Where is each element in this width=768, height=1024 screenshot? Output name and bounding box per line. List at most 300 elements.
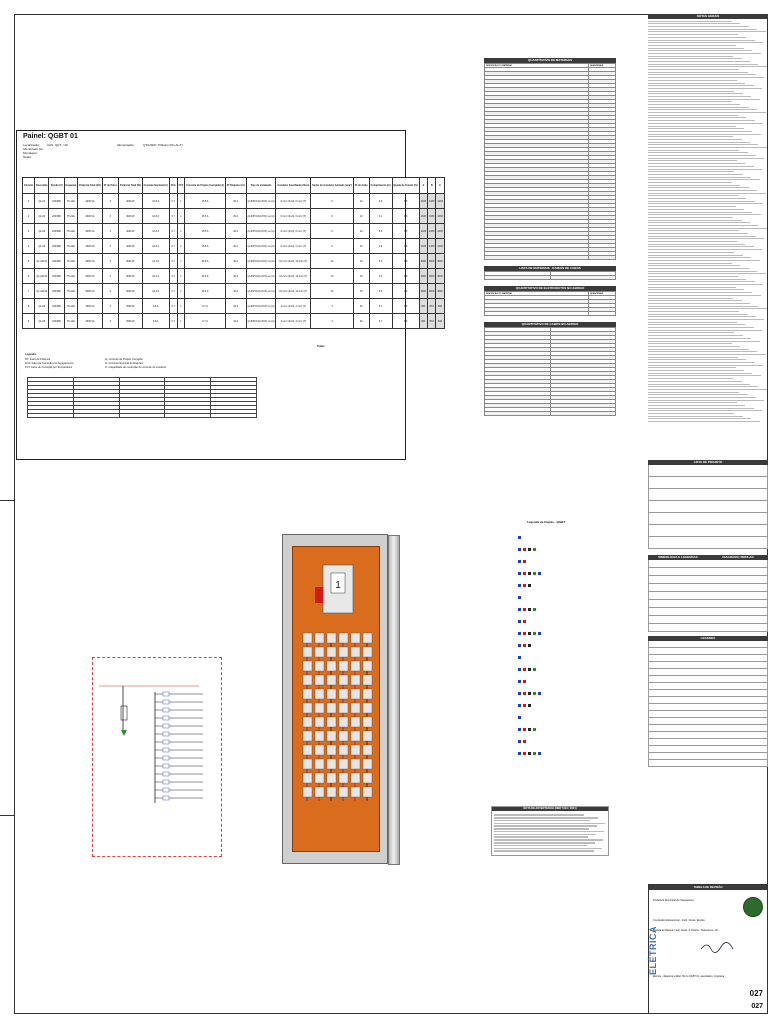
schedule-cell: 833: [428, 314, 436, 329]
schedule-cell: 1333: [428, 194, 436, 209]
fiacao-symbol: [533, 728, 536, 731]
fiacao-symbol: [528, 632, 531, 635]
cabinet-breaker: [315, 703, 324, 713]
schedule-cell: 3: [23, 224, 35, 239]
notes-text: [648, 20, 768, 423]
cabinet-breaker: [363, 787, 372, 797]
cabinet-breaker: [363, 633, 372, 643]
cabinet-breaker: [351, 647, 360, 657]
fiacao-symbol: [528, 692, 531, 695]
schedule-cell: 10: [311, 269, 354, 284]
fiacao-symbol: [518, 680, 521, 683]
schedule-cell: 0.7: [169, 239, 177, 254]
materials-col-desc: DESCRIÇÃO DO MATERIAL: [485, 64, 589, 68]
legenda-item-fct: FCT: Fator de Correção por Temperatura: [25, 366, 72, 369]
cabinet-breaker: [303, 717, 312, 727]
legenda-item-fca: FCA: Fator de Correção por Agrupamento: [25, 362, 74, 365]
cabinet-breaker: [315, 759, 324, 769]
cabinet-breaker: [363, 675, 372, 685]
schedule-cell: 3.2: [369, 254, 392, 269]
schedule-header-cell: FCT: [177, 178, 185, 194]
schedule-header-cell: Descrição: [35, 178, 49, 194]
schedule-cell: 0.7: [169, 299, 177, 314]
schedule-cell: 15: [353, 269, 369, 284]
cabinet-breaker: [339, 661, 348, 671]
sld-breaker: [163, 772, 169, 776]
schedule-body: [23, 194, 445, 329]
title-block: [648, 884, 768, 1014]
schedule-cell: 1: [177, 254, 185, 269]
schedule-cell: 833: [436, 314, 444, 329]
cabinet-breaker: [303, 633, 312, 643]
schedule-cell: 1: [177, 269, 185, 284]
schedule-cell: TF+NE: [64, 209, 78, 224]
simbologia-row: [648, 608, 768, 616]
legenda-row: [648, 732, 768, 739]
schedule-cell: (A-8/PVC/(A-PVC) ou (A): [246, 194, 276, 209]
schedule-cell: 833: [419, 299, 427, 314]
schedule-cell: 4000 VA: [78, 224, 103, 239]
schedule-cell: 10: [311, 284, 354, 299]
sld-breaker: [163, 756, 169, 760]
cabinet-breaker: [303, 689, 312, 699]
fiacao-symbol: [528, 644, 531, 647]
schedule-cell: QL-05: [35, 299, 49, 314]
aviso-title: NOTA DE ADVERTÊNCIA (NBR 5410 / 2004): [492, 807, 608, 811]
schedule-cell: 1333: [419, 239, 427, 254]
schedule-cell: 3: [102, 284, 118, 299]
lista-projeto-row: [648, 513, 768, 525]
schedule-cell: 15.5 A: [185, 209, 226, 224]
schedule-cell: 4000 W: [118, 224, 142, 239]
fiacao-title: Legenda de Fiação - QGBT: [526, 520, 566, 524]
schedule-cell: 3: [102, 299, 118, 314]
cabinet-breaker: [351, 633, 360, 643]
prancha-number-2: 027: [751, 1003, 763, 1010]
schedule-cell: 0.9: [392, 284, 419, 299]
schedule-cell: 9.7 A: [185, 314, 226, 329]
schedule-cell: TF+NE: [64, 254, 78, 269]
schedule-cell: 4 mm² (F+N), 4 mm² (T): [276, 299, 311, 314]
fiacao-symbol: [523, 704, 526, 707]
schedule-cell: 2500 W: [118, 299, 142, 314]
localizacao-label: Localização:: [23, 143, 40, 147]
schedule-row: [23, 314, 445, 329]
schedule-cell: 4: [311, 314, 354, 329]
simbologia-row: [648, 592, 768, 600]
schedule-cell: 1333: [419, 209, 427, 224]
fiacao-symbol: [528, 572, 531, 575]
schedule-cell: 220/380: [49, 299, 64, 314]
schedule-cell: 3: [102, 194, 118, 209]
cabinet-breaker: [327, 717, 336, 727]
sld-breaker: [163, 780, 169, 784]
panel-title: Painel: QGBT 01: [23, 133, 78, 140]
fiacao-symbol: [528, 704, 531, 707]
schedule-cell: 5.1: [369, 299, 392, 314]
simbologia-row: [648, 584, 768, 592]
schedule-cell: 6.8 A: [142, 314, 169, 329]
fiacao-symbol: [518, 632, 521, 635]
eletrodutos-col-desc: DESCRIÇÃO DO MATERIAL: [485, 292, 589, 296]
fiacao-symbol: [523, 692, 526, 695]
legenda-row: [648, 690, 768, 697]
schedule-cell: 6: [311, 239, 354, 254]
cabinet-breaker: [327, 661, 336, 671]
legenda-row: [648, 641, 768, 648]
cabinet-breaker: [363, 717, 372, 727]
legenda-item-iz: Iz: Capacidade de condução de corrente do condutor: [105, 366, 167, 369]
panel-schedule-table: [22, 177, 445, 329]
legenda-row: [648, 725, 768, 732]
schedule-cell: 6: [23, 269, 35, 284]
schedule-cell: 9.7 A: [185, 299, 226, 314]
cabinet-breaker: [315, 633, 324, 643]
schedule-header-cell: FCA: [169, 178, 177, 194]
fiacao-symbol: [518, 536, 521, 539]
cabinet-breaker: [351, 717, 360, 727]
schedule-cell: 0.7: [169, 224, 177, 239]
lista-projeto-row: [648, 537, 768, 549]
cabinet-breaker: [351, 661, 360, 671]
cabinet-breaker: [315, 689, 324, 699]
schedule-cell: 2: [23, 209, 35, 224]
legenda-row: [648, 718, 768, 725]
schedule-cell: 1: [23, 194, 35, 209]
fiacao-symbol: [518, 620, 521, 623]
schedule-cell: 3: [102, 314, 118, 329]
diagrama-title: DIAGRAMA UNIFILAR: [708, 555, 768, 560]
schedule-cell: 4000 VA: [78, 194, 103, 209]
schedule-cell: 2500 VA: [78, 299, 103, 314]
sld-breaker: [163, 740, 169, 744]
sld-breaker: [163, 748, 169, 752]
schedule-cell: 16 A: [225, 299, 246, 314]
schedule-cell: 3000: [419, 254, 427, 269]
eletrodutos-table: [484, 291, 616, 316]
schedule-header-cell: Corrente de Projeto Corrigida (A): [185, 178, 226, 194]
schedule-header-cell: Queda de Tensão (%): [392, 178, 419, 194]
schedule-cell: QL-AR-01: [35, 254, 49, 269]
schedule-cell: 0.6: [392, 299, 419, 314]
materials-row: [485, 256, 616, 260]
schedule-cell: 0.5: [392, 209, 419, 224]
schedule-cell: 220/380: [49, 239, 64, 254]
fiacao-symbol: [523, 572, 526, 575]
schedule-cell: 6.8 A: [142, 299, 169, 314]
schedule-row: [23, 269, 445, 284]
sld-breaker: [163, 700, 169, 704]
schedule-cell: 3000: [428, 254, 436, 269]
cabinet-breaker: [327, 773, 336, 783]
cabinet-breaker: [363, 773, 372, 783]
cabinet-breaker: [327, 731, 336, 741]
schedule-cell: 4: [311, 299, 354, 314]
summary-row: [28, 414, 257, 418]
cabinet-breaker: [339, 787, 348, 797]
schedule-cell: 4: [23, 239, 35, 254]
legenda-row: [648, 753, 768, 760]
ramais-title: LISTA DE MATERIAIS - RAMAIS DE CABOS: [484, 266, 616, 271]
schedule-cell: 10: [353, 194, 369, 209]
fiacao-symbol: [518, 572, 521, 575]
schedule-cell: 20 A: [225, 194, 246, 209]
fiacao-symbol: [523, 632, 526, 635]
fiacao-symbol: [518, 752, 521, 755]
legenda-row: [648, 697, 768, 704]
schedule-cell: 4.7: [369, 314, 392, 329]
fiacao-symbol: [518, 716, 521, 719]
schedule-cell: 6 mm² (F+N), 6 mm² (T): [276, 194, 311, 209]
cabinet-breaker: [303, 675, 312, 685]
fiacao-symbol: [518, 656, 521, 659]
schedule-cell: 6: [311, 194, 354, 209]
schedule-cell: 10: [353, 224, 369, 239]
schedule-cell: 20 A: [225, 224, 246, 239]
schedule-header-cell: B: [428, 178, 436, 194]
schedule-cell: 4000 W: [118, 209, 142, 224]
legenda-row: [648, 704, 768, 711]
fiacao-symbol: [533, 548, 536, 551]
fiacao-symbol: [523, 548, 526, 551]
fiacao-symbol: [538, 692, 541, 695]
single-line-diagram: [92, 657, 222, 857]
schedule-cell: 833: [428, 299, 436, 314]
sld-breaker: [163, 796, 169, 800]
legenda-row: [648, 739, 768, 746]
prancha-number: 027: [749, 989, 763, 998]
sld-breaker: [163, 692, 169, 696]
schedule-cell: TF+NE: [64, 194, 78, 209]
cabinet-breaker: [315, 731, 324, 741]
schedule-cell: 15: [353, 284, 369, 299]
materials-col-qty: QUANTIDADE: [589, 64, 616, 68]
schedule-cell: TF+NE: [64, 239, 78, 254]
schedule-cell: 10.8 A: [142, 224, 169, 239]
schedule-cell: 0.5: [392, 224, 419, 239]
schedule-cell: 220/380: [49, 194, 64, 209]
cabinet-breaker: [327, 647, 336, 657]
schedule-cell: QL-04: [35, 239, 49, 254]
fiacao-symbol: [518, 704, 521, 707]
schedule-cell: 220/380: [49, 254, 64, 269]
schedule-header-cell: Condutor Fase/Neutro/Terra: [276, 178, 311, 194]
schedule-cell: (A-8/PVC/(A-PVC) ou (A): [246, 209, 276, 224]
schedule-cell: 10.8 A: [142, 239, 169, 254]
legenda-row: [648, 711, 768, 718]
cabinet-breaker: [327, 759, 336, 769]
schedule-cell: 1: [177, 224, 185, 239]
schedule-cell: 833: [419, 314, 427, 329]
fiacao-symbol: [523, 620, 526, 623]
notas-label: Notas:: [23, 155, 32, 159]
ramais-table: [484, 271, 616, 280]
fiacao-symbol: [533, 608, 536, 611]
fiacao-symbol: [533, 572, 536, 575]
schedule-cell: 1: [177, 239, 185, 254]
schedule-cell: (A-8/PVC/(A-PVC) ou (A): [246, 284, 276, 299]
schedule-cell: 10: [311, 254, 354, 269]
sld-breaker: [163, 708, 169, 712]
cabinet-breaker: [339, 703, 348, 713]
schedule-row: [23, 254, 445, 269]
cabinet-breaker: [303, 787, 312, 797]
fiacao-symbol: [533, 752, 536, 755]
fiacao-symbol: [523, 668, 526, 671]
schedule-cell: 3000: [419, 269, 427, 284]
fiacao-symbol: [528, 548, 531, 551]
schedule-cell: 3000: [436, 269, 444, 284]
assunto-text: Elétrica - diagrama unifilar, 3D do QGBT 01, quantitativo, programa: [653, 975, 725, 978]
sheet-tick-left-2: [0, 815, 14, 816]
fiacao-symbol: [518, 608, 521, 611]
schedule-row: [23, 239, 445, 254]
schedule-cell: 0.5: [392, 239, 419, 254]
schedule-cell: 0.6: [392, 314, 419, 329]
schedule-cell: 0.7: [169, 284, 177, 299]
obra-name: Comissão Educacional - Instit. Ginas. Escola: [653, 919, 705, 922]
fiacao-symbol: [518, 596, 521, 599]
cabinet-breaker: [327, 745, 336, 755]
schedule-cell: 0.8: [392, 269, 419, 284]
cabinet-breaker: [351, 731, 360, 741]
lista-projeto-row: [648, 477, 768, 489]
simbologia-row: [648, 616, 768, 624]
fiacao-symbol: [518, 644, 521, 647]
schedule-cell: 4 mm² (F+N), 4 mm² (T): [276, 314, 311, 329]
summary-table: [27, 377, 257, 418]
cabinet-breaker: [339, 633, 348, 643]
ramais-row: [485, 276, 616, 280]
cabinet-breaker: [315, 717, 324, 727]
schedule-cell: 1: [177, 314, 185, 329]
cabinet-breaker: [363, 703, 372, 713]
lista-projeto-row: [648, 489, 768, 501]
cabinet-breaker: [315, 647, 324, 657]
fiacao-symbol: [523, 728, 526, 731]
legenda-table: [648, 641, 768, 767]
schedule-cell: QL-AR-03: [35, 284, 49, 299]
schedule-cell: 1333: [428, 224, 436, 239]
cabinet-breaker: [315, 675, 324, 685]
cabinet-breaker: [303, 773, 312, 783]
schedule-cell: 9000 VA: [78, 269, 103, 284]
eletrodutos-title: QUANTITATIVO DE ELETRODUTOS NO ABRIGO: [484, 286, 616, 291]
schedule-header-cell: Potência Total (VA): [78, 178, 103, 194]
sld-breaker: [163, 716, 169, 720]
schedule-cell: 0.7: [169, 269, 177, 284]
montagem-label: Montagem:: [23, 151, 39, 155]
schedule-cell: 0.7: [169, 314, 177, 329]
schedule-cell: 1333: [428, 209, 436, 224]
cabinet-breaker: [363, 759, 372, 769]
schedule-cell: 4.8: [369, 239, 392, 254]
schedule-header-cell: Tensão (V): [49, 178, 64, 194]
schedule-cell: 6: [311, 224, 354, 239]
schedule-cell: 24.3 A: [142, 284, 169, 299]
schedule-cell: 0.8: [392, 254, 419, 269]
cabinet-breaker: [339, 647, 348, 657]
eletrodutos-col-qty: QUANTIDADE: [589, 292, 616, 296]
fiacao-symbol: [528, 668, 531, 671]
schedule-cell: 10 mm² (F+N), 10 mm² (T): [276, 269, 311, 284]
schedule-cell: 6 mm² (F+N), 6 mm² (T): [276, 239, 311, 254]
schedule-cell: 0.5: [392, 194, 419, 209]
cabinet-breaker: [339, 689, 348, 699]
cabinet-breaker: [327, 675, 336, 685]
schedule-cell: 4.1: [369, 209, 392, 224]
schedule-cell: 1333: [428, 239, 436, 254]
schedule-cell: 40 A: [225, 254, 246, 269]
cabinet-breaker: [303, 661, 312, 671]
schedule-cell: QL-AR-02: [35, 269, 49, 284]
fiacao-legend-symbols: [512, 524, 580, 764]
fiacao-symbol: [523, 608, 526, 611]
sld-breaker: [163, 764, 169, 768]
cabos-row: [485, 412, 616, 416]
materials-table: [484, 63, 616, 260]
schedule-cell: 1333: [436, 209, 444, 224]
legenda-title: Legenda:: [25, 353, 37, 356]
schedule-cell: 3: [102, 269, 118, 284]
discipline-label: ELÉTRICA: [648, 926, 658, 975]
schedule-cell: 40 A: [225, 284, 246, 299]
cabinet-breaker: [351, 675, 360, 685]
schedule-cell: 16 A: [225, 314, 246, 329]
panel-schedule: [16, 130, 443, 460]
schedule-cell: 220/380: [49, 209, 64, 224]
schedule-cell: 9000 W: [118, 284, 142, 299]
legenda-row: [648, 655, 768, 662]
cabinet-breaker: [339, 745, 348, 755]
cabinet-breaker: [351, 745, 360, 755]
schedule-cell: 15.5 A: [185, 239, 226, 254]
simbologia-row: [648, 568, 768, 576]
fiacao-symbol: [528, 752, 531, 755]
materials-column: [484, 58, 616, 416]
schedule-cell: (A-8/PVC/(A-PVC) ou (A): [246, 224, 276, 239]
schedule-cell: 9000 VA: [78, 284, 103, 299]
schedule-cell: (A-8/PVC/(A-PVC) ou (A): [246, 254, 276, 269]
cabinet-breaker: [363, 689, 372, 699]
cabinet-door: [388, 535, 400, 865]
schedule-cell: 1: [177, 284, 185, 299]
municipality-seal: [743, 897, 763, 917]
schedule-row: [23, 224, 445, 239]
fiacao-symbol: [523, 680, 526, 683]
fiacao-symbol: [538, 572, 541, 575]
schedule-cell: 6 mm² (F+N), 6 mm² (T): [276, 224, 311, 239]
schedule-cell: 1333: [436, 239, 444, 254]
alimentacao-label: Alimentação:: [117, 143, 135, 147]
schedule-header-cell: Comprimento (m): [369, 178, 392, 194]
schedule-header-cell: Corrente Nominal (A): [142, 178, 169, 194]
schedule-cell: 4.9: [369, 194, 392, 209]
schedule-cell: 1333: [419, 194, 427, 209]
schedule-cell: 3000: [436, 284, 444, 299]
schedule-cell: 9000 VA: [78, 254, 103, 269]
schedule-cell: 20 A: [225, 239, 246, 254]
schedule-cell: 3.4: [369, 269, 392, 284]
schedule-cell: 5: [23, 254, 35, 269]
cabinet-breaker: [363, 647, 372, 657]
schedule-cell: 24.3 A: [142, 254, 169, 269]
fiacao-symbol: [518, 548, 521, 551]
schedule-cell: TF+NE: [64, 269, 78, 284]
notes-column: [648, 14, 768, 464]
schedule-cell: 5.5: [369, 224, 392, 239]
fiacao-symbol: [518, 584, 521, 587]
